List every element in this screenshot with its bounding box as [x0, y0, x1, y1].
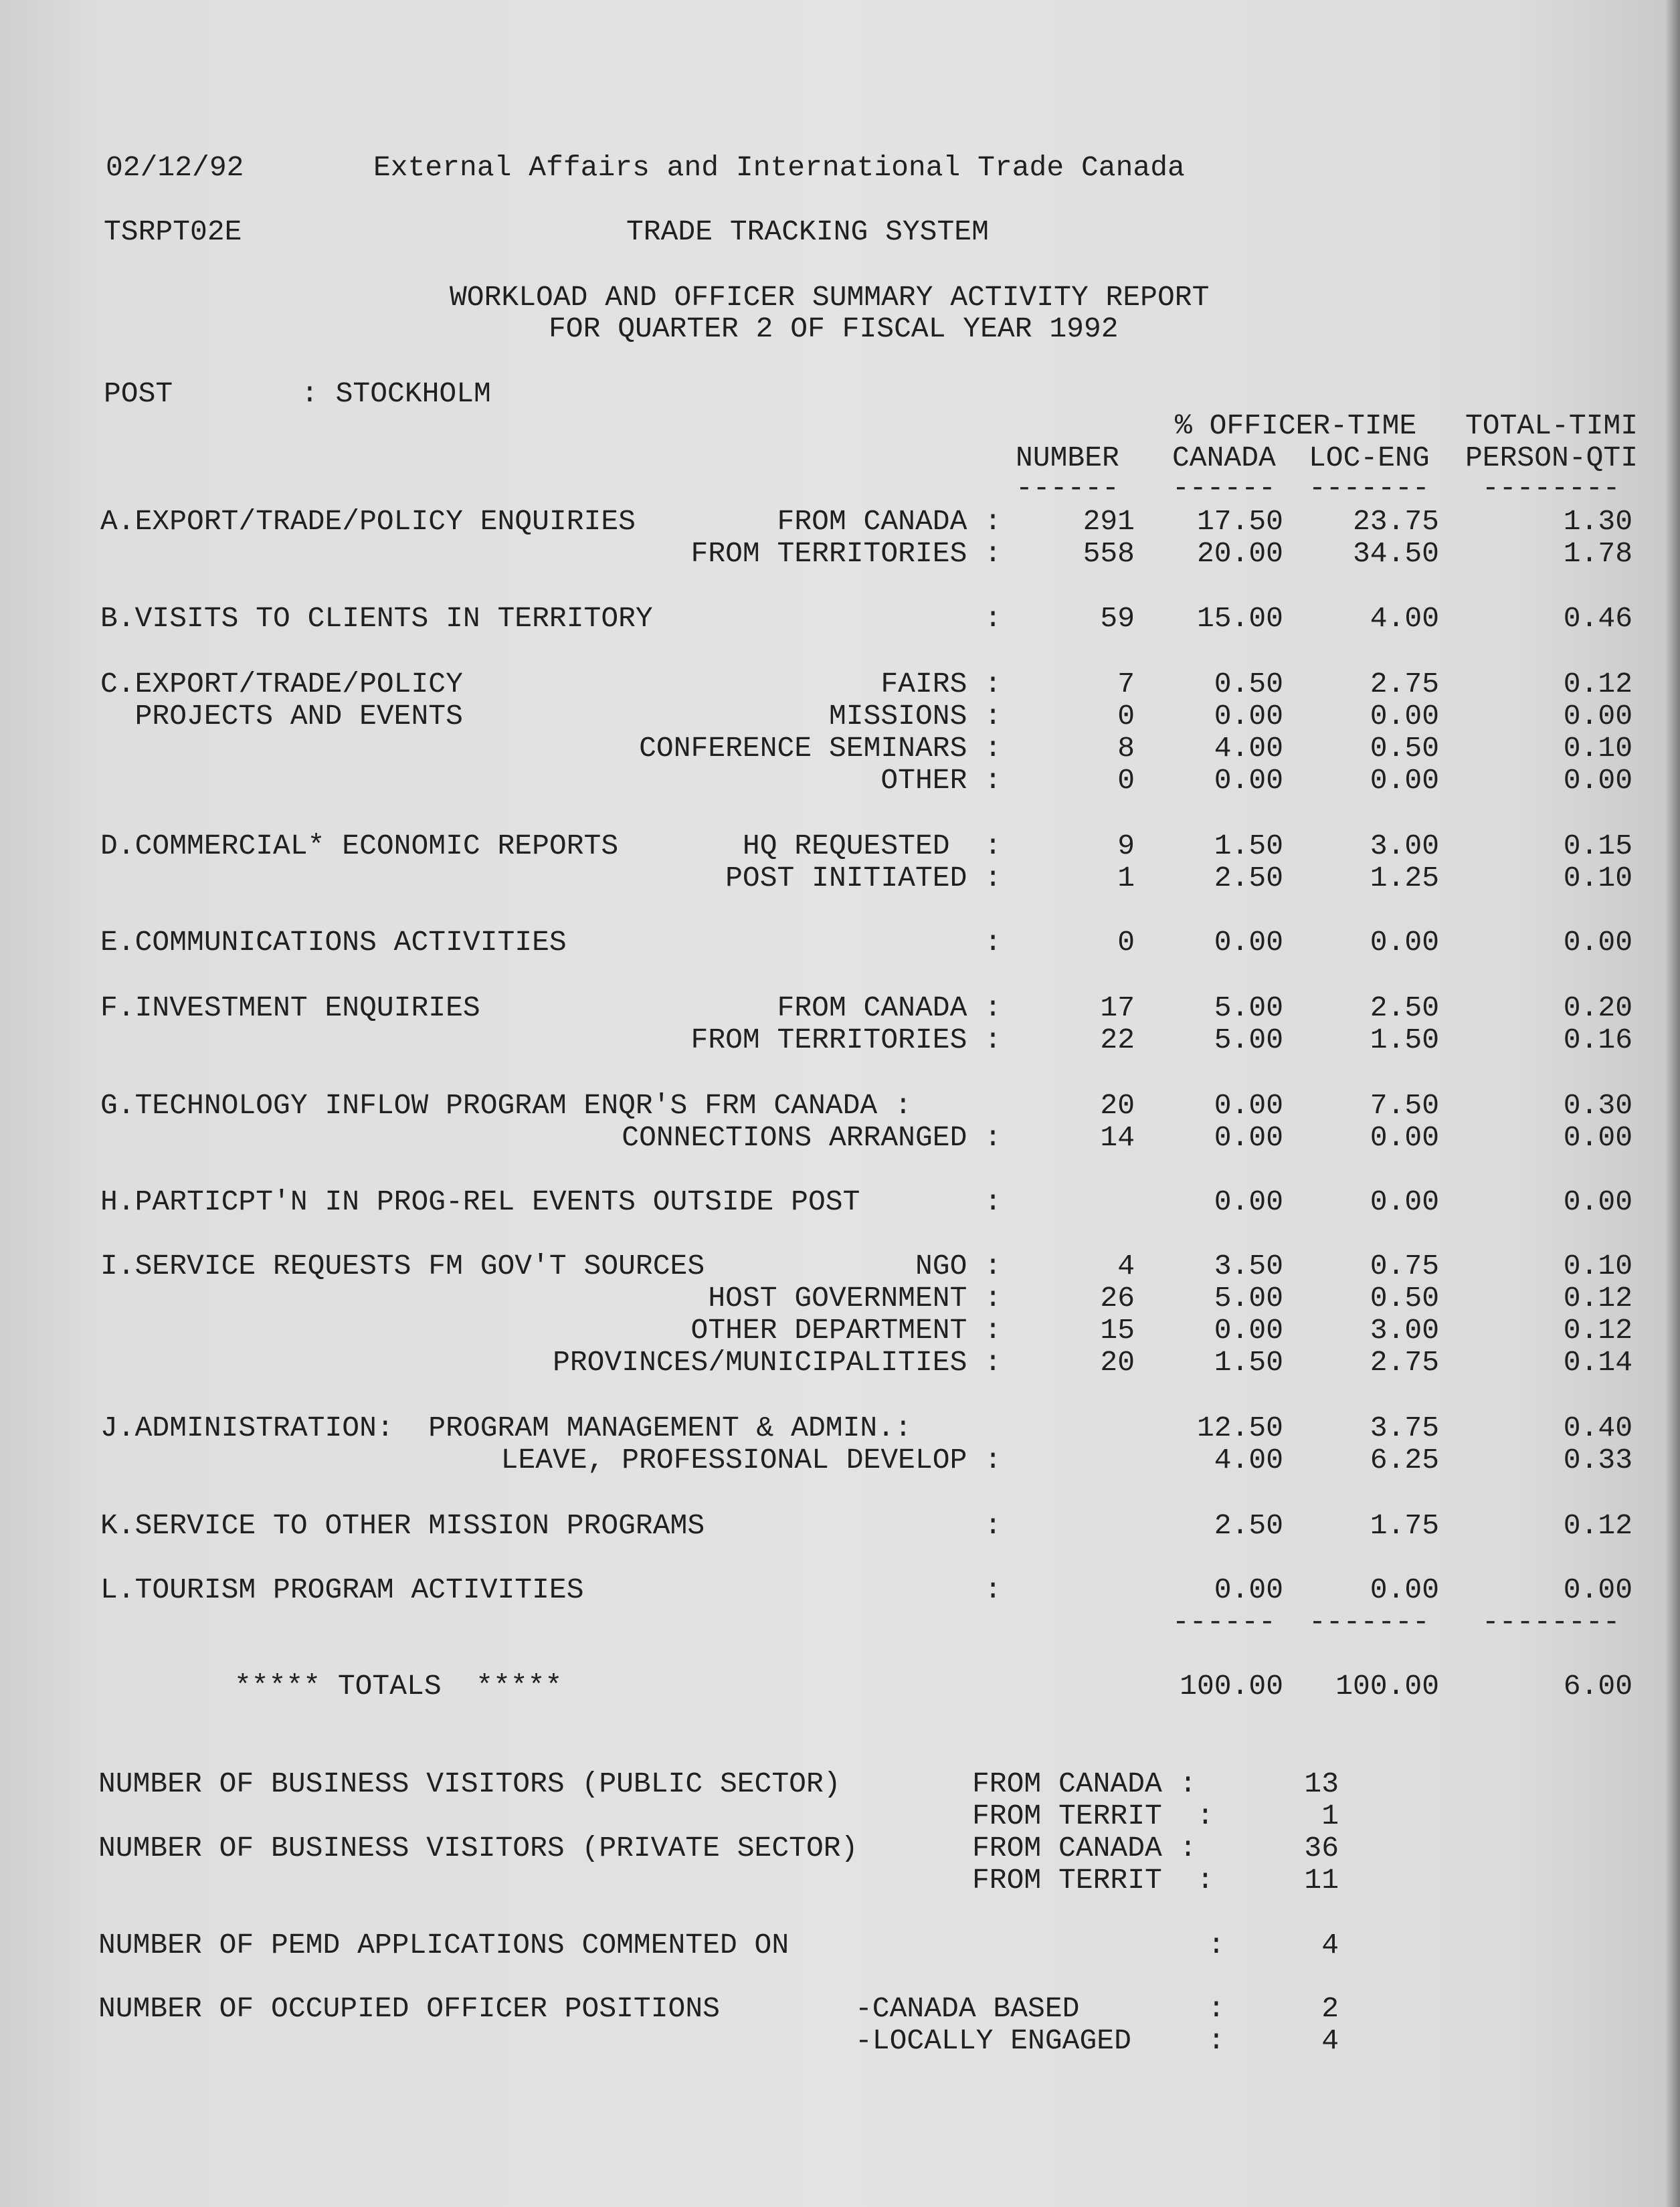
- row-person-qtr: 0.12: [1563, 1282, 1632, 1315]
- row-sub-label: FROM CANADA :: [777, 505, 1002, 538]
- report-title: WORKLOAD AND OFFICER SUMMARY ACTIVITY REPORT: [450, 281, 1210, 314]
- row-person-qtr: 0.00: [1563, 1573, 1632, 1606]
- row-number: 0: [1117, 926, 1135, 959]
- row-sub-label: HQ REQUESTED :: [742, 830, 1002, 862]
- row-sub-label: FAIRS :: [880, 668, 1002, 700]
- row-loc-eng-pct: 2.50: [1370, 991, 1439, 1024]
- row-person-qtr: 0.12: [1563, 668, 1632, 700]
- row-label: PROJECTS AND EVENTS: [100, 700, 463, 733]
- row-person-qtr: 0.40: [1563, 1412, 1632, 1444]
- row-number: 20: [1100, 1346, 1135, 1379]
- row-loc-eng-pct: 3.00: [1370, 830, 1439, 862]
- totals-loc-eng: 100.00: [1335, 1670, 1439, 1703]
- row-person-qtr: 1.30: [1563, 505, 1632, 538]
- row-loc-eng-pct: 0.00: [1370, 926, 1439, 959]
- row-loc-eng-pct: 0.50: [1370, 1282, 1439, 1315]
- row-loc-eng-pct: 4.00: [1370, 602, 1439, 635]
- positions-locally-colon: :: [1208, 2024, 1225, 2057]
- row-number: 558: [1083, 537, 1135, 570]
- organization-name: External Affairs and International Trade Canada: [373, 151, 1185, 184]
- row-loc-eng-pct: 0.00: [1370, 1573, 1439, 1606]
- row-loc-eng-pct: 3.00: [1370, 1314, 1439, 1347]
- row-number: 7: [1117, 668, 1135, 700]
- row-label: L.TOURISM PROGRAM ACTIVITIES: [100, 1573, 584, 1606]
- loc-eng-column-header: LOC-ENG: [1309, 442, 1430, 474]
- row-loc-eng-pct: 0.50: [1370, 732, 1439, 765]
- row-number: 1: [1117, 862, 1135, 894]
- row-label: C.EXPORT/TRADE/POLICY: [100, 668, 463, 700]
- row-sub-label: :: [984, 602, 1002, 635]
- row-label: F.INVESTMENT ENQUIRIES: [100, 991, 480, 1024]
- row-person-qtr: 0.00: [1563, 1185, 1632, 1218]
- row-canada-pct: 1.50: [1214, 1346, 1283, 1379]
- loc-eng-dash-rule: -------: [1309, 472, 1430, 504]
- row-canada-pct: 17.50: [1196, 505, 1283, 538]
- positions-locally-value: 4: [1321, 2024, 1339, 2057]
- row-sub-label: FROM TERRITORIES :: [690, 537, 1002, 570]
- row-sub-label: CONNECTIONS ARRANGED :: [622, 1121, 1002, 1154]
- row-person-qtr: 0.16: [1563, 1024, 1632, 1056]
- row-person-qtr: 0.20: [1563, 991, 1632, 1024]
- row-canada-pct: 5.00: [1214, 1024, 1283, 1056]
- canada-dash-rule: ------: [1172, 472, 1276, 504]
- row-loc-eng-pct: 0.00: [1370, 1121, 1439, 1154]
- row-loc-eng-pct: 2.75: [1370, 1346, 1439, 1379]
- visitors-private-from-territ: FROM TERRIT :: [972, 1864, 1214, 1897]
- row-label: J.ADMINISTRATION: PROGRAM MANAGEMENT & ADMIN.:: [100, 1412, 912, 1444]
- row-sub-label: MISSIONS :: [828, 700, 1002, 733]
- row-loc-eng-pct: 6.25: [1370, 1444, 1439, 1476]
- row-loc-eng-pct: 1.75: [1370, 1509, 1439, 1542]
- row-number: 17: [1100, 991, 1135, 1024]
- row-loc-eng-pct: 0.00: [1370, 700, 1439, 733]
- row-sub-label: PROVINCES/MUNICIPALITIES :: [553, 1346, 1002, 1379]
- row-person-qtr: 0.15: [1563, 830, 1632, 862]
- row-person-qtr: 0.10: [1563, 862, 1632, 894]
- totals-person-qtr: 6.00: [1563, 1670, 1632, 1703]
- row-number: 59: [1100, 602, 1135, 635]
- row-person-qtr: 0.00: [1563, 1121, 1632, 1154]
- row-person-qtr: 0.00: [1563, 764, 1632, 797]
- row-sub-label: FROM CANADA :: [777, 991, 1002, 1024]
- row-label: I.SERVICE REQUESTS FM GOV'T SOURCES: [100, 1250, 705, 1282]
- row-canada-pct: 0.00: [1214, 1573, 1283, 1606]
- row-number: 26: [1100, 1282, 1135, 1315]
- row-loc-eng-pct: 3.75: [1370, 1412, 1439, 1444]
- row-person-qtr: 0.00: [1563, 700, 1632, 733]
- system-name: TRADE TRACKING SYSTEM: [626, 215, 989, 248]
- person-qtr-dash-rule: --------: [1482, 472, 1620, 504]
- row-sub-label: POST INITIATED :: [725, 862, 1002, 894]
- row-canada-pct: 0.00: [1214, 1314, 1283, 1347]
- row-loc-eng-pct: 0.00: [1370, 764, 1439, 797]
- totals-canada: 100.00: [1180, 1670, 1283, 1703]
- row-person-qtr: 0.12: [1563, 1314, 1632, 1347]
- row-person-qtr: 0.33: [1563, 1444, 1632, 1476]
- total-time-header: TOTAL-TIMI: [1465, 409, 1639, 442]
- row-loc-eng-pct: 34.50: [1352, 537, 1439, 570]
- row-canada-pct: 2.50: [1214, 862, 1283, 894]
- row-sub-label: :: [984, 926, 1002, 959]
- row-canada-pct: 0.00: [1214, 1089, 1283, 1122]
- row-number: 22: [1100, 1024, 1135, 1056]
- row-canada-pct: 12.50: [1196, 1412, 1283, 1444]
- row-loc-eng-pct: 0.00: [1370, 1185, 1439, 1218]
- row-person-qtr: 0.46: [1563, 602, 1632, 635]
- row-label: A.EXPORT/TRADE/POLICY ENQUIRIES: [100, 505, 636, 538]
- positions-label: NUMBER OF OCCUPIED OFFICER POSITIONS: [98, 1992, 720, 2025]
- row-person-qtr: 0.10: [1563, 732, 1632, 765]
- row-sub-label: :: [984, 1573, 1002, 1606]
- row-person-qtr: 1.78: [1563, 537, 1632, 570]
- row-label: E.COMMUNICATIONS ACTIVITIES: [100, 926, 567, 959]
- row-sub-label: NGO :: [915, 1250, 1002, 1282]
- row-canada-pct: 4.00: [1214, 1444, 1283, 1476]
- row-number: 14: [1100, 1121, 1135, 1154]
- row-sub-label: OTHER :: [880, 764, 1002, 797]
- row-number: 0: [1117, 764, 1135, 797]
- row-canada-pct: 0.00: [1214, 1185, 1283, 1218]
- row-sub-label: :: [984, 1185, 1002, 1218]
- row-canada-pct: 2.50: [1214, 1509, 1283, 1542]
- row-canada-pct: 0.00: [1214, 926, 1283, 959]
- visitors-public-from-territ: FROM TERRIT :: [972, 1800, 1214, 1832]
- positions-locally-engaged-label: -LOCALLY ENGAGED: [855, 2024, 1131, 2057]
- row-sub-label: HOST GOVERNMENT :: [708, 1282, 1002, 1315]
- number-dash-rule: ------: [1016, 472, 1119, 504]
- row-canada-pct: 3.50: [1214, 1250, 1283, 1282]
- pemd-label: NUMBER OF PEMD APPLICATIONS COMMENTED ON: [98, 1929, 789, 1961]
- row-loc-eng-pct: 23.75: [1352, 505, 1439, 538]
- totals-label: ***** TOTALS *****: [234, 1670, 563, 1703]
- positions-canada-colon: :: [1208, 1992, 1225, 2025]
- row-number: 4: [1117, 1250, 1135, 1282]
- row-canada-pct: 15.00: [1196, 602, 1283, 635]
- number-column-header: NUMBER: [1016, 442, 1119, 474]
- row-loc-eng-pct: 0.75: [1370, 1250, 1439, 1282]
- visitors-public-from-canada: FROM CANADA :: [972, 1767, 1197, 1800]
- report-period: FOR QUARTER 2 OF FISCAL YEAR 1992: [549, 312, 1119, 345]
- row-canada-pct: 5.00: [1214, 991, 1283, 1024]
- row-number: 8: [1117, 732, 1135, 765]
- person-qtr-column-header: PERSON-QTI: [1465, 442, 1639, 474]
- visitors-private-canada-value: 36: [1304, 1832, 1339, 1864]
- row-canada-pct: 0.00: [1214, 764, 1283, 797]
- row-sub-label: FROM TERRITORIES :: [690, 1024, 1002, 1056]
- positions-canada-value: 2: [1321, 1992, 1339, 2025]
- row-label: G.TECHNOLOGY INFLOW PROGRAM ENQR'S FRM CANADA :: [100, 1089, 912, 1122]
- row-number: 9: [1117, 830, 1135, 862]
- pemd-colon: :: [1208, 1929, 1225, 1961]
- visitors-private-territ-value: 11: [1304, 1864, 1339, 1897]
- person-qtr-total-rule: --------: [1482, 1606, 1620, 1638]
- visitors-private-from-canada: FROM CANADA :: [972, 1832, 1197, 1864]
- report-date: 02/12/92: [106, 151, 244, 184]
- row-label: H.PARTICPT'N IN PROG-REL EVENTS OUTSIDE POST: [100, 1185, 860, 1218]
- row-sub-label: LEAVE, PROFESSIONAL DEVELOP :: [500, 1444, 1002, 1476]
- row-loc-eng-pct: 1.25: [1370, 862, 1439, 894]
- positions-canada-based-label: -CANADA BASED: [855, 1992, 1080, 2025]
- row-canada-pct: 4.00: [1214, 732, 1283, 765]
- row-canada-pct: 1.50: [1214, 830, 1283, 862]
- visitors-public-label: NUMBER OF BUSINESS VISITORS (PUBLIC SECTOR): [98, 1767, 841, 1800]
- canada-total-rule: ------: [1172, 1606, 1276, 1638]
- visitors-private-label: NUMBER OF BUSINESS VISITORS (PRIVATE SECTOR): [98, 1832, 858, 1864]
- post-label: POST: [104, 377, 173, 410]
- row-sub-label: CONFERENCE SEMINARS :: [639, 732, 1002, 765]
- visitors-public-canada-value: 13: [1304, 1767, 1339, 1800]
- row-label: K.SERVICE TO OTHER MISSION PROGRAMS: [100, 1509, 705, 1542]
- row-loc-eng-pct: 1.50: [1370, 1024, 1439, 1056]
- visitors-public-territ-value: 1: [1321, 1800, 1339, 1832]
- post-value: : STOCKHOLM: [301, 377, 491, 410]
- canada-column-header: CANADA: [1172, 442, 1276, 474]
- row-number: 20: [1100, 1089, 1135, 1122]
- row-loc-eng-pct: 2.75: [1370, 668, 1439, 700]
- row-person-qtr: 0.30: [1563, 1089, 1632, 1122]
- officer-time-header: % OFFICER-TIME: [1175, 409, 1417, 442]
- row-canada-pct: 0.00: [1214, 1121, 1283, 1154]
- row-label: B.VISITS TO CLIENTS IN TERRITORY: [100, 602, 653, 635]
- page-edge-shadow: [1665, 0, 1680, 2207]
- row-number: 15: [1100, 1314, 1135, 1347]
- pemd-value: 4: [1321, 1929, 1339, 1961]
- row-person-qtr: 0.12: [1563, 1509, 1632, 1542]
- row-sub-label: OTHER DEPARTMENT :: [690, 1314, 1002, 1347]
- row-canada-pct: 0.50: [1214, 668, 1283, 700]
- row-number: 291: [1083, 505, 1135, 538]
- row-person-qtr: 0.14: [1563, 1346, 1632, 1379]
- row-number: 0: [1117, 700, 1135, 733]
- row-canada-pct: 5.00: [1214, 1282, 1283, 1315]
- row-canada-pct: 20.00: [1196, 537, 1283, 570]
- row-person-qtr: 0.00: [1563, 926, 1632, 959]
- report-code: TSRPT02E: [104, 215, 242, 248]
- row-person-qtr: 0.10: [1563, 1250, 1632, 1282]
- row-canada-pct: 0.00: [1214, 700, 1283, 733]
- row-loc-eng-pct: 7.50: [1370, 1089, 1439, 1122]
- row-sub-label: :: [984, 1509, 1002, 1542]
- loc-eng-total-rule: -------: [1309, 1606, 1430, 1638]
- row-label: D.COMMERCIAL* ECONOMIC REPORTS: [100, 830, 619, 862]
